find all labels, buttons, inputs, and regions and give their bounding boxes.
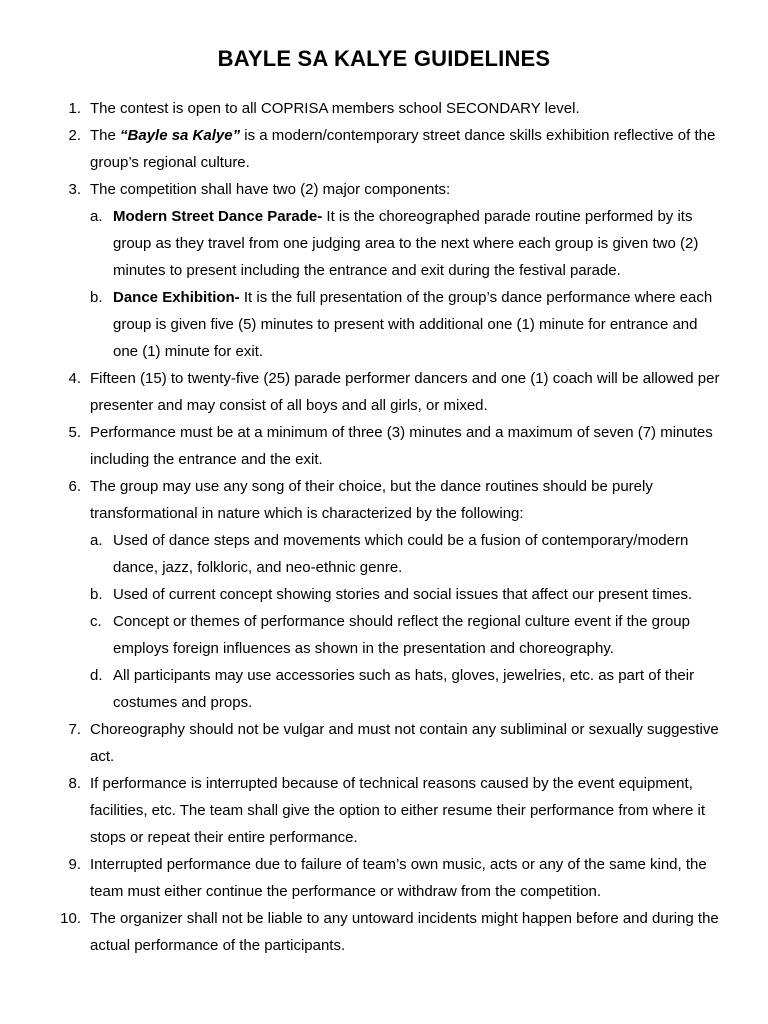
item-text: Choreography should not be vulgar and must not contain any subliminal or sexually suggestive act. xyxy=(90,721,719,765)
sub-item-d xyxy=(90,662,724,716)
sub-item-heading: Modern Street Dance Parade- xyxy=(113,208,323,225)
sub-item-text: Used of dance steps and movements which could be a fusion of contemporary/modern dance, jazz, folkloric, and neo-ethnic genre. xyxy=(113,532,689,576)
item-text: Fifteen (15) to twenty-five (25) parade performer dancers and one (1) coach will be allowed per presenter and may consist of all boys and all girls, or mixed. xyxy=(90,370,720,414)
guideline-item-6 xyxy=(0,473,768,716)
sub-item-letter: d. xyxy=(90,667,103,684)
item-text: The competition shall have two (2) major components: xyxy=(90,181,451,198)
guideline-item-2 xyxy=(0,122,768,176)
document-title: BAYLE SA KALYE GUIDELINES xyxy=(217,46,551,71)
sub-item-letter: b. xyxy=(90,586,103,603)
sub-item-a xyxy=(90,527,724,581)
item-text: Performance must be at a minimum of three (3) minutes and a maximum of seven (7) minutes including the entrance and the exit. xyxy=(90,424,713,468)
item-number: 1. xyxy=(68,100,81,117)
item-text: The contest is open to all COPRISA members school SECONDARY level. xyxy=(90,100,580,117)
guideline-item-10 xyxy=(0,905,768,959)
item-text: If performance is interrupted because of technical reasons caused by the event equipment, facilities, etc. The team shall give the option to either resume their performance from where it stops or repeat their entire performance. xyxy=(90,775,706,846)
guidelines-list xyxy=(0,95,768,959)
item-number: 4. xyxy=(68,370,81,387)
item-number: 7. xyxy=(68,721,81,738)
item-text: The organizer shall not be liable to any untoward incidents might happen before and during the actual performance of the participants. xyxy=(90,910,719,954)
item-number: 3. xyxy=(68,181,81,198)
sub-item-heading: Dance Exhibition- xyxy=(113,289,240,306)
item-number: 9. xyxy=(68,856,81,873)
sub-item-text: Used of current concept showing stories and social issues that affect our present times. xyxy=(113,586,693,603)
item-number: 6. xyxy=(68,478,81,495)
characteristics-sublist xyxy=(90,527,724,716)
event-name-quoted: “Bayle sa Kalye” xyxy=(120,127,241,144)
item-text: The group may use any song of their choice, but the dance routines should be purely transformational in nature which is characterized by the following: xyxy=(90,478,653,522)
item-number: 10. xyxy=(60,910,81,927)
sub-item-text: Concept or themes of performance should reflect the regional culture event if the group employs foreign influences as shown in the presentation and choreography. xyxy=(113,613,690,657)
guideline-item-1 xyxy=(0,95,768,122)
guideline-item-9 xyxy=(0,851,768,905)
sub-item-b xyxy=(90,581,724,608)
sub-item-a xyxy=(90,203,724,284)
sub-item-letter: b. xyxy=(90,289,103,306)
sub-item-c xyxy=(90,608,724,662)
sub-item-b xyxy=(90,284,724,365)
item-text: is a modern/contemporary street dance skills exhibition reflective of the group’s regional culture. xyxy=(90,127,716,171)
item-number: 5. xyxy=(68,424,81,441)
guideline-item-8 xyxy=(0,770,768,851)
item-text-prefix: The xyxy=(90,127,121,144)
item-number: 2. xyxy=(68,127,81,144)
sub-item-letter: a. xyxy=(90,208,103,225)
sub-item-text: It is the full presentation of the group’s dance performance where each group is given five (5) minutes to present with additional one (1) minute for entrance and one (1) minute for exit. xyxy=(113,289,713,360)
guideline-item-5 xyxy=(0,419,768,473)
guideline-item-7 xyxy=(0,716,768,770)
guideline-item-3 xyxy=(0,176,768,365)
item-number: 8. xyxy=(68,775,81,792)
item-text: Interrupted performance due to failure of team’s own music, acts or any of the same kind, the team must either continue the performance or withdraw from the competition. xyxy=(90,856,707,900)
sub-item-letter: c. xyxy=(90,613,102,630)
guideline-item-4 xyxy=(0,365,768,419)
sub-item-letter: a. xyxy=(90,532,103,549)
sub-item-text: It is the choreographed parade routine performed by its group as they travel from one judging area to the next where each group is given two (2) minutes to present including the entrance and exit during the festival parade. xyxy=(113,208,699,279)
sub-item-text: All participants may use accessories such as hats, gloves, jewelries, etc. as part of their costumes and props. xyxy=(113,667,695,711)
components-sublist xyxy=(90,203,724,365)
